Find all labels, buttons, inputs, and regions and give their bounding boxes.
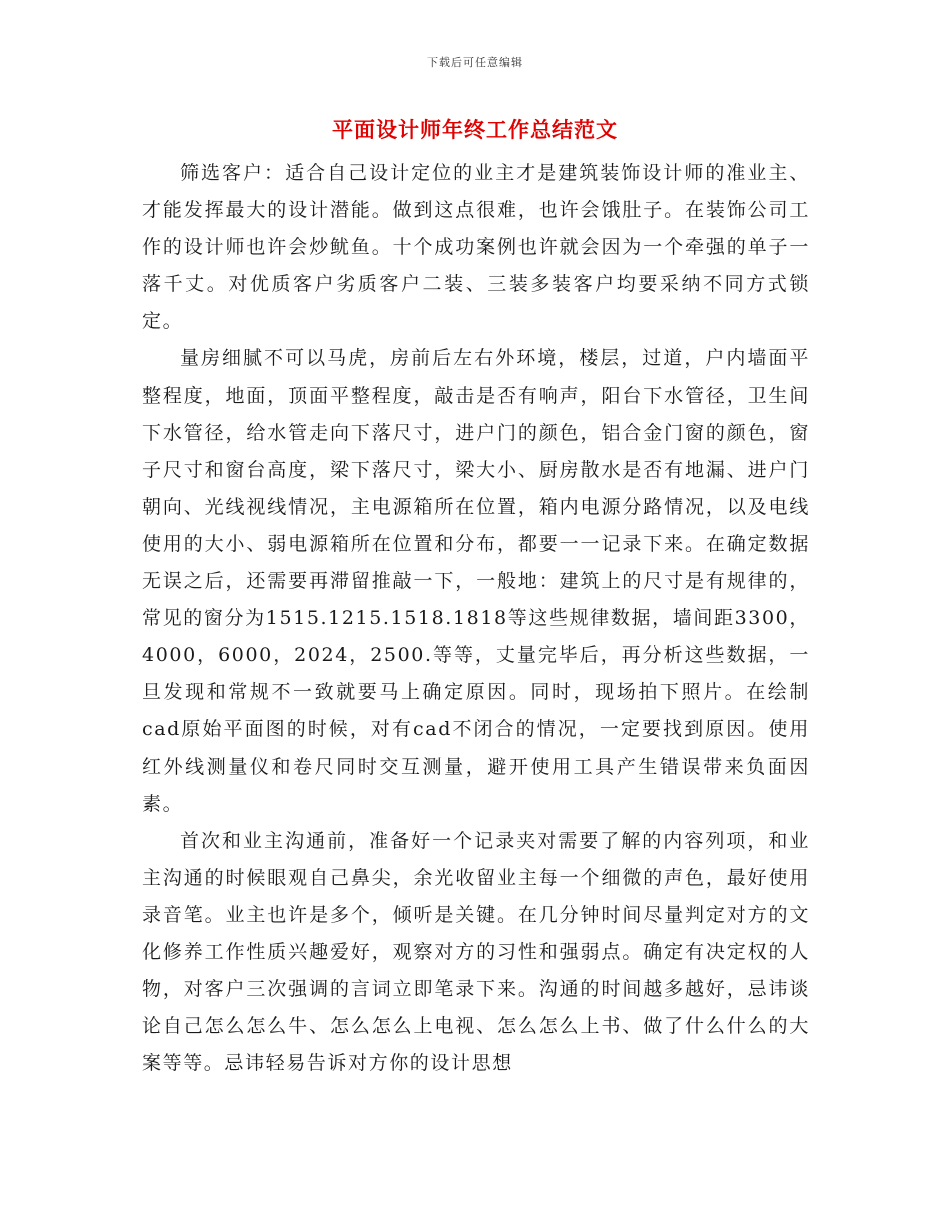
document-body	[142, 155, 810, 1082]
paragraph-client-communication: 首次和业主沟通前，准备好一个记录夹对需要了解的内容列项，和业主沟通的时候眼观自己鼻尖，余光收留业主每一个细微的声色，最好使用录音笔。业主也许是多个，倾听是关键。在几分钟时间尽量判定对方的文化修养工作性质兴趣爱好，观察对方的习性和强弱点。确定有决定权的人物，对客户三次强调的言词立即笔录下来。沟通的时间越多越好，忌讳谈论自己怎么怎么牛、怎么怎么上电视、怎么怎么上书、做了什么什么的大案等等。忌讳轻易告诉对方你的设计思想	[142, 829, 810, 1075]
paragraph-client-screening: 筛选客户：适合自己设计定位的业主才是建筑装饰设计师的准业主、才能发挥最大的设计潜能。做到这点很难，也许会饿肚子。在装饰公司工作的设计师也许会炒鱿鱼。十个成功案例也许就会因为一个牵强的单子一落千丈。对优质客户劣质客户二装、三装多装客户均要采纳不同方式锁定。	[142, 162, 810, 333]
page-header-note: 下载后可任意编辑	[427, 56, 523, 69]
paragraph-site-measurement: 量房细腻不可以马虎，房前后左右外环境，楼层，过道，户内墙面平整程度，地面，顶面平整程度，敲击是否有响声，阳台下水管径，卫生间下水管径，给水管走向下落尺寸，进户门的颜色，铝合金门窗的颜色，窗子尺寸和窗台高度，梁下落尺寸，梁大小、厨房散水是否有地漏、进户门朝向、光线视线情况，主电源箱所在位置，箱内电源分路情况，以及电线使用的大小、弱电源箱所在位置和分布，都要一一记录下来。在确定数据无误之后，还需要再滞留推敲一下，一般地：建筑上的尺寸是有规律的，常见的窗分为1515.1215.1518.1818等这些规律数据，墙间距3300，4000，6000，2024，2500.等等，丈量完毕后，再分析这些数据，一旦发现和常规不一致就要马上确定原因。同时，现场拍下照片。在绘制cad原始平面图的时候，对有cad不闭合的情况，一定要找到原因。使用红外线测量仪和卷尺同时交互测量，避开使用工具产生错误带来负面因素。	[142, 347, 810, 815]
document-title: 平面设计师年终工作总结范文	[332, 117, 618, 142]
